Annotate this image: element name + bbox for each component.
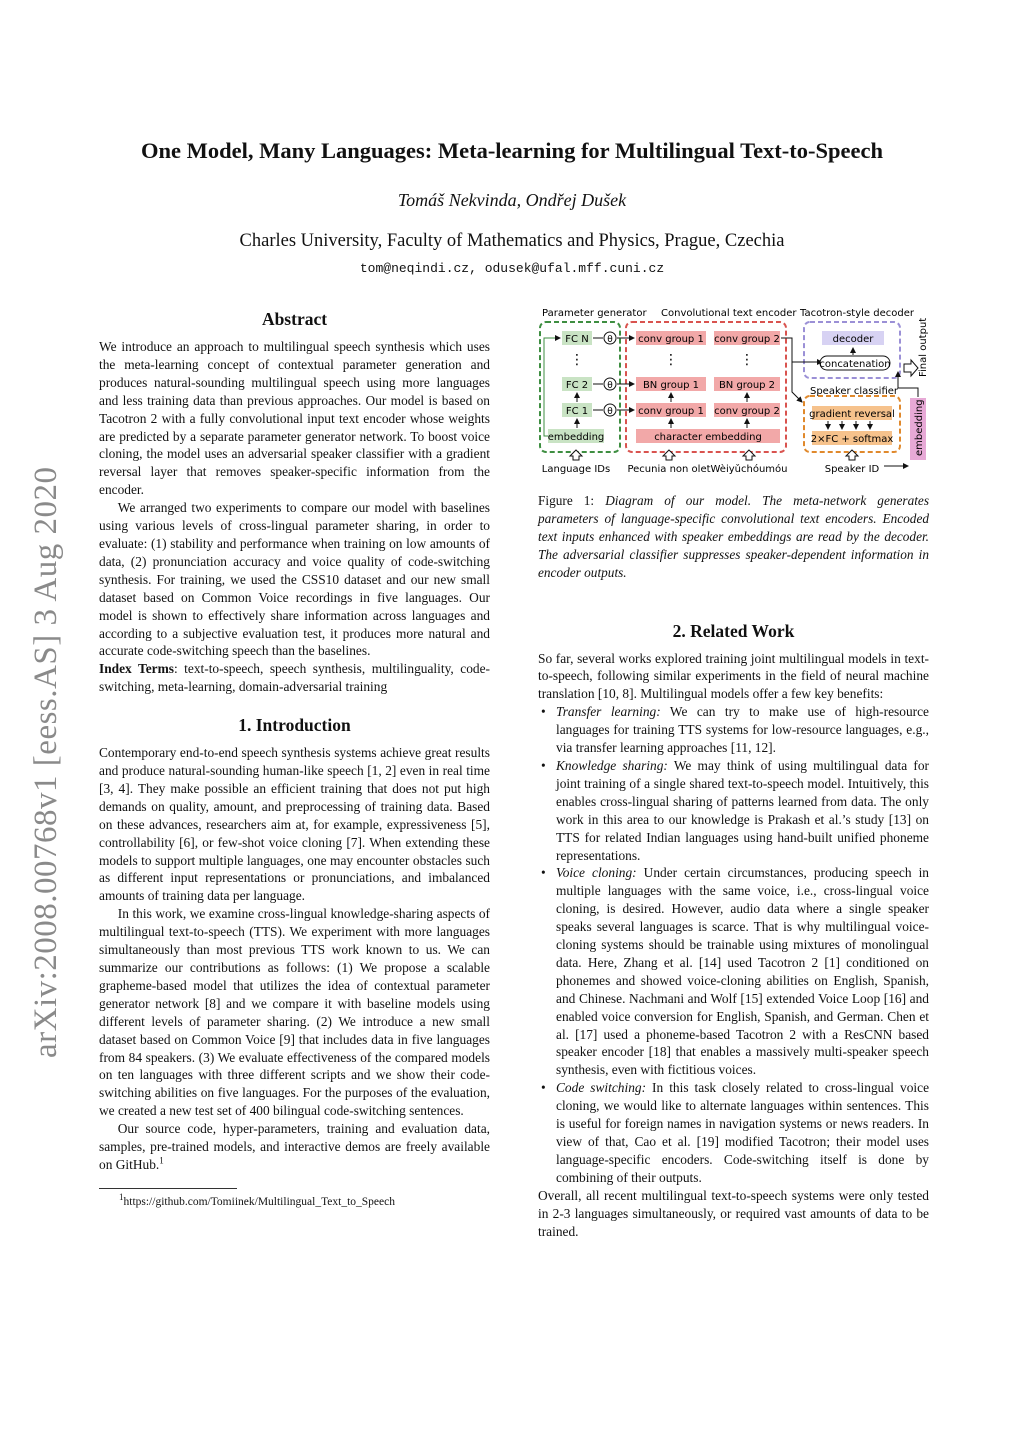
gradient-reversal-label: gradient reversal [809, 409, 895, 420]
language-ids-label: Language IDs [541, 464, 611, 475]
fc-softmax-label: 2×FC + softmax [810, 434, 894, 445]
figure-caption [538, 492, 929, 582]
language-embedding-label: embedding [547, 432, 605, 443]
right-column [538, 302, 929, 1240]
speaker-classifier-label: Speaker classifier [809, 386, 899, 397]
bullet-label: Code switching: [556, 1080, 647, 1096]
arrow-emb-fcn [544, 338, 560, 436]
bn-group-1-label: BN group 1 [642, 380, 700, 391]
footnote-number: 1 [119, 1192, 124, 1203]
intro-heading: 1. Introduction [238, 715, 351, 736]
abstract-heading: Abstract [261, 309, 328, 329]
conv-group-2-top-label: conv group 2 [714, 334, 780, 345]
footnote-rule [99, 1188, 237, 1189]
theta-1: θ [607, 407, 613, 417]
bullet-label: Voice cloning: [556, 865, 637, 881]
related-paragraph-1: So far, several works explored training joint multilingual models in text-to-speech, following similar experiments in the field of neural machine translation [10, 8]. Multilingual models offer a few key benefits: [538, 650, 929, 702]
header-tacotron-decoder: Tacotron-style decoder [800, 308, 914, 319]
bullet-text: In this task closely related to cross-lingual voice cloning, we would like to alternate languages within sentences. This is useful for foreign names in navigation systems or news readers. In view of that, Cao et al. [19] modified Tacotron; their model uses language-specific encoders. Code-switching itself is done by combining of their outputs. [556, 1080, 930, 1185]
paper-emails: tom@neqindi.cz, odusek@ufal.mff.cuni.cz [359, 261, 665, 276]
abstract-paragraph-2: We arranged two experiments to compare our model with baselines using various levels of cross-lingual parameter sharing, in order to evaluate: (1) stability and performance when training on low amounts of data, (2) pronunciation accuracy and voice quality of code-switching synthesis. For training, we used the CSS10 dataset and our new small dataset based on Common Voice recordings in five languages. Our model is shown to effectively share information across languages and according to a subjective evaluation test, it produces more natural and accurate code-switching speech than the baselines. [99, 500, 490, 659]
conv-dots-1: ⋮ [664, 352, 678, 368]
paper-authors: Tomáš Nekvinda, Ondřej Dušek [397, 190, 627, 210]
caption-label: Figure 1: [538, 493, 595, 508]
footnote-marker: 1 [159, 1155, 164, 1166]
fc-n-label: FC N [565, 334, 589, 345]
intro-paragraph-3 [99, 1120, 490, 1174]
list-item [538, 1079, 929, 1186]
conv-group-1-top-label: conv group 1 [638, 334, 704, 345]
list-item [538, 703, 929, 757]
arxiv-stamp: arXiv:2008.00768v1 [eess.AS] 3 Aug 2020 [28, 466, 64, 1058]
header-parameter-generator: Parameter generator [542, 308, 647, 319]
related-heading: 2. Related Work [672, 620, 795, 641]
theta-n: θ [607, 335, 613, 345]
concatenation-label: concatenation [819, 359, 891, 370]
bullet-text: We may think of using multilingual data for joint training of a single shared text-to-speech model. Intuitively, this enables cross-lingual sharing of patterns learned from data. The only work in this area to our knowledge is Prakash et al.’s study [13] on TTS for related Indian languages using hand-built unified phoneme representations. [556, 757, 929, 863]
fc-1-label: FC 1 [565, 406, 589, 417]
model-diagram [538, 302, 929, 480]
speaker-embedding-label: embedding [914, 399, 925, 456]
footnote [99, 1192, 490, 1209]
paper-title: One Model, Many Languages: Meta-learning for Multilingual Text-to-Speech [140, 138, 884, 163]
intro-paragraph-2: In this work, we examine cross-lingual knowledge-sharing aspects of multilingual text-to-speech (TTS). We experiment with more languages simultaneously than most previous TTS work known to us. We can summarize our contributions as follows: (1) We propose a scalable grapheme-based model that utilizes the idea of contextual parameter generator network [8] and we compare it with baseline models using different levels of parameter sharing. (2) We introduce a new small dataset based on Common Voice [9] that includes data in five languages from 84 speakers. (3) We evaluate effectiveness of the compared models on ten languages with three different scripts and we show their code-switching abilities on five languages. For the purposes of the evaluation, we created a new test set of 400 bilingual code-switching sentences. [99, 906, 490, 1119]
conv-dots-2: ⋮ [740, 352, 754, 368]
conv-group-1-bottom-label: conv group 1 [638, 406, 704, 417]
index-terms-text: : text-to-speech, speech synthesis, multilinguality, code-switching, meta-learning, domain-adversarial training [99, 661, 490, 695]
intro-paragraph-3-text: Our source code, hyper-parameters, training and evaluation data, samples, pre-trained models, and interactive demos are freely available on GitHub. [99, 1121, 490, 1172]
header-conv-encoder: Convolutional text encoder [661, 308, 797, 319]
speaker-id-label: Speaker ID [824, 464, 880, 475]
text-input-2: Wèiyǔchóumóu [710, 464, 788, 475]
fc-dots: ⋮ [570, 352, 584, 368]
theta-2: θ [607, 381, 613, 391]
fc-2-label: FC 2 [565, 380, 589, 391]
bn-group-2-label: BN group 2 [718, 380, 776, 391]
footnote-url[interactable]: https://github.com/Tomiinek/Multilingual_Text_to_Speech [123, 1195, 395, 1208]
left-column [99, 308, 490, 1209]
list-item [538, 864, 929, 1079]
character-embedding-label: character embedding [654, 432, 762, 443]
final-output-arrow-icon [904, 360, 918, 376]
language-ids-input-icon [570, 450, 582, 460]
bullet-text: We can try to make use of high-resource languages for training TTS systems for low-resource languages, e.g., via transfer learning approaches [11, 12]. [556, 704, 929, 756]
figure-1 [538, 302, 929, 480]
final-output-label: Final output [918, 317, 929, 377]
benefits-list [538, 703, 929, 1186]
paper-affiliation: Charles University, Faculty of Mathematics and Physics, Prague, Czechia [239, 231, 785, 251]
text-input-1: Pecunia non olet [627, 464, 711, 475]
conv-group-2-bottom-label: conv group 2 [714, 406, 780, 417]
arrow-spkemb-concat [898, 372, 918, 397]
bullet-label: Transfer learning: [556, 704, 661, 720]
abstract-paragraph-1: We introduce an approach to multilingual speech synthesis which uses the meta-learning concept of contextual parameter generation and produces natural-sounding multilingual speech using more languages and less training data than previous approaches. Our model is based on Tacotron 2 with a fully convolutional input text encoder whose weights are predicted by a separate parameter generator network. To boost voice cloning, the model uses an adversarial speaker classifier with a gradient reversal layer that removes speaker-specific information from the encoder. [99, 339, 490, 498]
text-input-icon-1 [663, 450, 675, 460]
index-terms-label: Index Terms [99, 661, 174, 677]
list-item [538, 757, 929, 864]
caption-text: Diagram of our model. The meta-network generates parameters of language-specific convolutional text encoders. Encoded text inputs enhanced with speaker embeddings are read by the decoder. The adversarial classifier suppresses speaker-dependent information in encoder outputs. [538, 493, 929, 580]
text-input-icon-2 [743, 450, 755, 460]
bullet-label: Knowledge sharing: [556, 757, 668, 773]
arrow-encoder-classifier [781, 338, 802, 402]
bullet-text: Under certain circumstances, producing speech in multiple languages with the same voice, i.e., cross-lingual voice cloning, is desired. However, audio data where a single speaker speaks several languages is scarce. That is why multilingual voice-cloning systems should be trainable using mixtures of monolingual data. Here, Zhang et al. [14] used Tacotron 2 [1] conditioned on phonemes and showed voice-cloning abilities on English, Spanish, and Chinese. Nachmani and Wolf [15] extended Voice Loop [16] and enabled voice conversion for English, Spanish, and German. Chen et al. [17] used a phoneme-based Tacotron 2 with a ResCNN based speaker encoder [18] that enables a massively multi-speaker speech synthesis, even with fictitious voices. [556, 865, 929, 1078]
decoder-label: decoder [832, 334, 874, 345]
related-paragraph-2: Overall, all recent multilingual text-to-speech systems were only tested in 2-3 languages simultaneously, or required vast amounts of data to be trained. [538, 1187, 929, 1239]
intro-paragraph-1: Contemporary end-to-end speech synthesis systems achieve great results and produce natural-sounding human-like speech [1, 2] even in real time [3, 4]. They make possible an efficient training that does not put high demands on quality, amount, and preprocessing of training data. Based on these advances, researchers aim at, for example, expressiveness [5], controllability [6], or few-shot voice cloning [7]. When extending these models to support multiple languages, one may encounter obstacles such as different input representations or pronunciations, and imbalanced amounts of training data per language. [99, 745, 490, 904]
index-terms [99, 660, 490, 696]
